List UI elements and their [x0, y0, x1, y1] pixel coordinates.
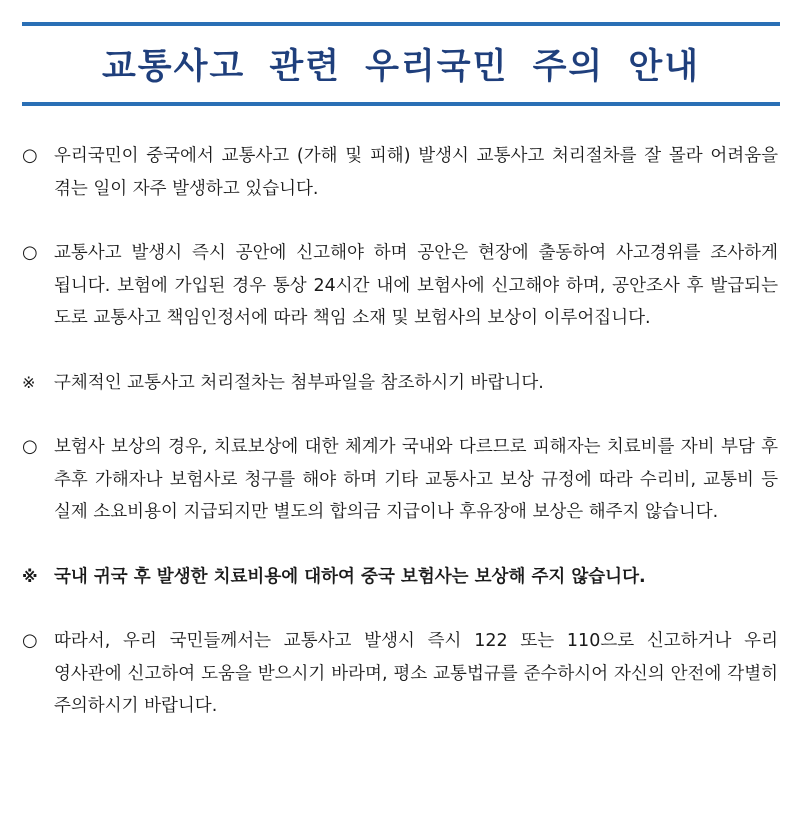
page-title: 교통사고 관련 우리국민 주의 안내: [101, 47, 701, 87]
circle-bullet-icon: ○: [22, 242, 38, 263]
notice-item-2: [22, 237, 780, 335]
notice-item-1: [22, 140, 780, 205]
circle-bullet-icon: ○: [22, 145, 38, 166]
reference-mark-icon: ※: [22, 566, 38, 586]
notice-item-3: [22, 367, 780, 400]
notice-text-5: 국내 귀국 후 발생한 치료비용에 대하여 중국 보험사는 보상해 주지 않습니다.: [54, 566, 646, 587]
circle-bullet-icon: ○: [22, 630, 38, 651]
notice-text-6: 따라서, 우리 국민들께서는 교통사고 발생시 즉시 122 또는 110으로 신고하거나 우리 영사관에 신고하여 도움을 받으시기 바라며, 평소 교통법규를 준수하시어 자신의 안전에 각별히 주의하시기 바랍니다.: [54, 631, 778, 716]
circle-bullet-icon: ○: [22, 436, 38, 457]
notice-body: [22, 140, 780, 755]
reference-mark-icon: ※: [22, 372, 36, 392]
notice-text-1: 우리국민이 중국에서 교통사고 (가해 및 피해) 발생시 교통사고 처리절차를 잘 몰라 어려움을 겪는 일이 자주 발생하고 있습니다.: [54, 146, 778, 199]
notice-text-2: 교통사고 발생시 즉시 공안에 신고해야 하며 공안은 현장에 출동하여 사고경위를 조사하게 됩니다. 보험에 가입된 경우 통상 24시간 내에 보험사에 신고해야 하며, 공안조사 후 발급되는 도로 교통사고 책임인정서에 따라 책임 소재 및 보험사의 보상이 이루어집니다.: [54, 243, 778, 328]
notice-text-4: 보험사 보상의 경우, 치료보상에 대한 체계가 국내와 다르므로 피해자는 치료비를 자비 부담 후 추후 가해자나 보험사로 청구를 해야 하며 기타 교통사고 보상 규정에 따라 수리비, 교통비 등 실제 소요비용이 지급되지만 별도의 합의금 지급이나 후유장애 보상은 해주지 않습니다.: [54, 437, 778, 522]
notice-item-5: [22, 561, 780, 594]
notice-item-6: [22, 625, 780, 723]
notice-item-4: [22, 431, 780, 529]
title-bar: [22, 22, 780, 106]
notice-text-3: 구체적인 교통사고 처리절차는 첨부파일을 참조하시기 바랍니다.: [54, 372, 544, 393]
